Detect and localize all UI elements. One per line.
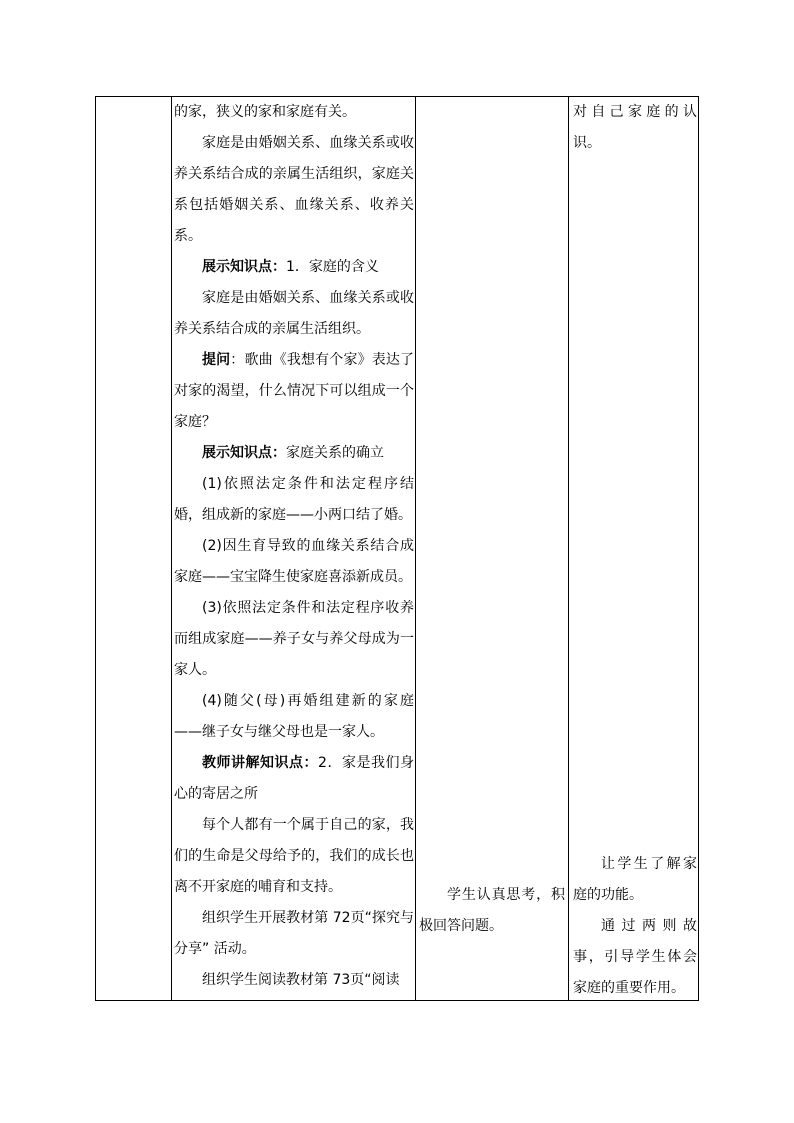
knowledge-point-label: 展示知识点：	[202, 445, 286, 461]
paragraph: 的家，狭义的家和家庭有关。	[174, 104, 356, 120]
paragraph: (2)因生育导致的血缘关系结合成家庭——宝宝降生使家庭喜添新成员。	[174, 538, 414, 585]
paragraph: (1)依照法定条件和法定程序结婚，组成新的家庭——小两口结了婚。	[174, 476, 414, 523]
column-divider-2	[415, 97, 416, 1000]
teacher-activity-column	[174, 96, 414, 996]
knowledge-point-text: 1．家庭的含义	[286, 259, 379, 275]
paragraph: 对自己家庭的认识。	[573, 104, 697, 151]
paragraph: 组织学生阅读教材第 73页“阅读	[202, 972, 400, 988]
paragraph: 组织学生开展教材第 72页“探究与分享” 活动。	[174, 910, 414, 957]
question-label: 提问	[202, 352, 231, 368]
column-divider-3	[568, 97, 569, 1000]
design-intent-top	[573, 97, 697, 159]
teacher-explains-text: 2．家是我们身心的寄居之所	[174, 755, 414, 802]
paragraph: 让学生了解家庭的功能。	[573, 856, 697, 903]
paragraph: 家庭是由婚姻关系、血缘关系或收养关系结合成的亲属生活组织，家庭关系包括婚姻关系、血缘关系、收养关系。	[174, 135, 414, 244]
paragraph	[174, 748, 414, 810]
column-divider-1	[171, 97, 172, 1000]
design-intent-bottom	[573, 849, 697, 1004]
student-activity-column	[419, 880, 565, 942]
knowledge-point-label: 展示知识点：	[202, 259, 286, 275]
paragraph: 学生认真思考，积极回答问题。	[419, 887, 565, 934]
paragraph	[174, 345, 414, 438]
paragraph: (3)依照法定条件和法定程序收养而组成家庭——养子女与养父母成为一家人。	[174, 600, 414, 678]
knowledge-point-text: 家庭关系的确立	[286, 445, 384, 461]
paragraph: 每个人都有一个属于自己的家，我们的生命是父母给予的，我们的成长也离不开家庭的哺育和支持。	[174, 817, 414, 895]
paragraph: 家庭是由婚姻关系、血缘关系或收养关系结合成的亲属生活组织。	[174, 290, 414, 337]
paragraph	[174, 438, 414, 469]
paragraph: (4)随父(母)再婚组建新的家庭——继子女与继父母也是一家人。	[174, 693, 414, 740]
paragraph	[174, 252, 414, 283]
paragraph: 通过两则故事，引导学生体会家庭的重要作用。	[573, 918, 697, 996]
teacher-explains-label: 教师讲解知识点：	[202, 755, 319, 771]
question-text: ：歌曲《我想有个家》表达了对家的渴望，什么情况下可以组成一个家庭？	[174, 352, 415, 430]
